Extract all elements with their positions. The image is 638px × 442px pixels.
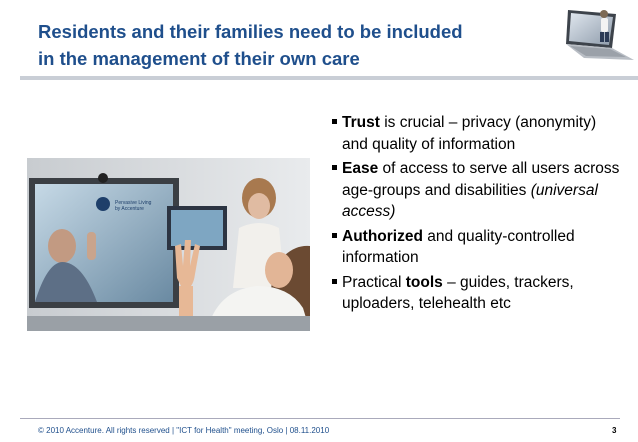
bullet-ease: Ease of access to serve all users across age-groups and disabilities (universal access)	[332, 158, 622, 223]
footer-text: © 2010 Accenture. All rights reserved | "ICT for Health" meeting, Oslo | 08.11.2010	[38, 426, 330, 435]
slide-title	[38, 18, 558, 72]
telehealth-photo	[27, 158, 310, 331]
bullet-tools: Practical tools – guides, trackers, uploaders, telehealth etc	[332, 272, 622, 315]
bullet-square-icon	[332, 233, 337, 238]
bullet-square-icon	[332, 119, 337, 124]
title-divider	[20, 76, 638, 80]
bullet-square-icon	[332, 279, 337, 284]
laptop-illustration-icon	[560, 4, 636, 66]
footer-divider	[20, 418, 620, 419]
screen-brand-label: Pervasive Living by Accenture	[115, 200, 152, 212]
bullet-trust: Trust is crucial – privacy (anonymity) and quality of information	[332, 112, 622, 155]
bullet-list	[332, 112, 622, 318]
bullet-authorized: Authorized and quality-controlled information	[332, 226, 622, 269]
title-line-2: in the management of their own care	[38, 48, 360, 69]
title-line-1: Residents and their families need to be included	[38, 21, 463, 42]
bullet-square-icon	[332, 165, 337, 170]
page-number: 3	[612, 426, 617, 435]
